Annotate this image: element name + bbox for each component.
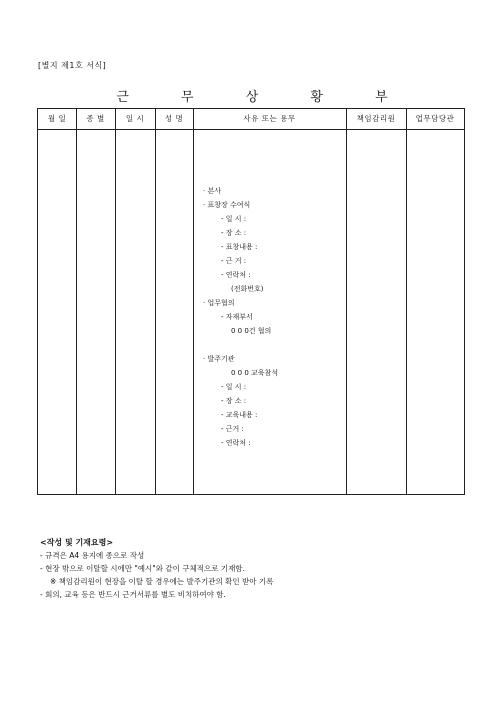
entry-line: - 일 시 : [221,383,247,391]
header-datetime: 일 시 [125,114,145,123]
entry-line: 0 0 0 교육참석 [231,369,279,377]
entry-line: (전화번호) [231,285,264,293]
entry-line: · 업무협의 [203,299,235,307]
column-divider [115,109,116,494]
instruction-line: - 현장 밖으로 이탈할 시에만 "예시"와 같이 구체적으로 기재함. [40,564,245,573]
column-divider [76,109,77,494]
entry-line: · 본사 [203,187,221,195]
instruction-note: ※ 책임감리원이 현장을 이탈 할 경우에는 발주기관의 확인 받아 기록 [50,577,274,586]
header-divider [38,129,464,130]
instructions-heading: <작성 및 기재요령> [40,538,114,547]
header-reason: 사유 또는 용무 [243,114,296,123]
entry-line: 0 0 0건 협의 [231,327,272,335]
instructions [40,536,273,601]
entry-line: - 근 거 : [221,257,247,265]
form-number-label: [별지 제1호 서식] [38,61,107,70]
entry-line: - 표창내용 : [221,243,258,251]
entry-line: - 연락처 : [221,439,251,447]
column-divider [155,109,156,494]
column-divider [346,109,347,494]
entry-line: · 표창장 수여식 [203,201,251,209]
entry-line: - 자재부서 [221,313,253,321]
entry-line: - 장 소 : [221,397,247,405]
entry-line: · 발주기관 [203,355,235,363]
header-name: 성 명 [164,114,184,123]
entry-line: - 근거 : [221,425,244,433]
entry-line: - 일 시 : [221,215,247,223]
entry-line: - 장 소 : [221,229,247,237]
entry-line: - 교육내용 : [221,411,258,419]
column-divider [193,109,194,494]
instruction-line: - 회의, 교육 등은 반드시 근거서류를 별도 비치하여야 함. [40,590,226,599]
header-month-day: 월 일 [47,114,67,123]
header-officer: 업무담당관 [415,114,455,123]
page-title: 근 무 상 황 부 [116,90,412,105]
header-type: 종 별 [86,114,105,123]
work-status-table [37,108,465,495]
column-divider [406,109,407,494]
header-chief-supervisor: 책임감리원 [356,114,396,123]
instruction-line: - 규격은 A4 용지에 종으로 작성 [40,551,145,560]
entry-line: - 연락처 : [221,271,251,279]
